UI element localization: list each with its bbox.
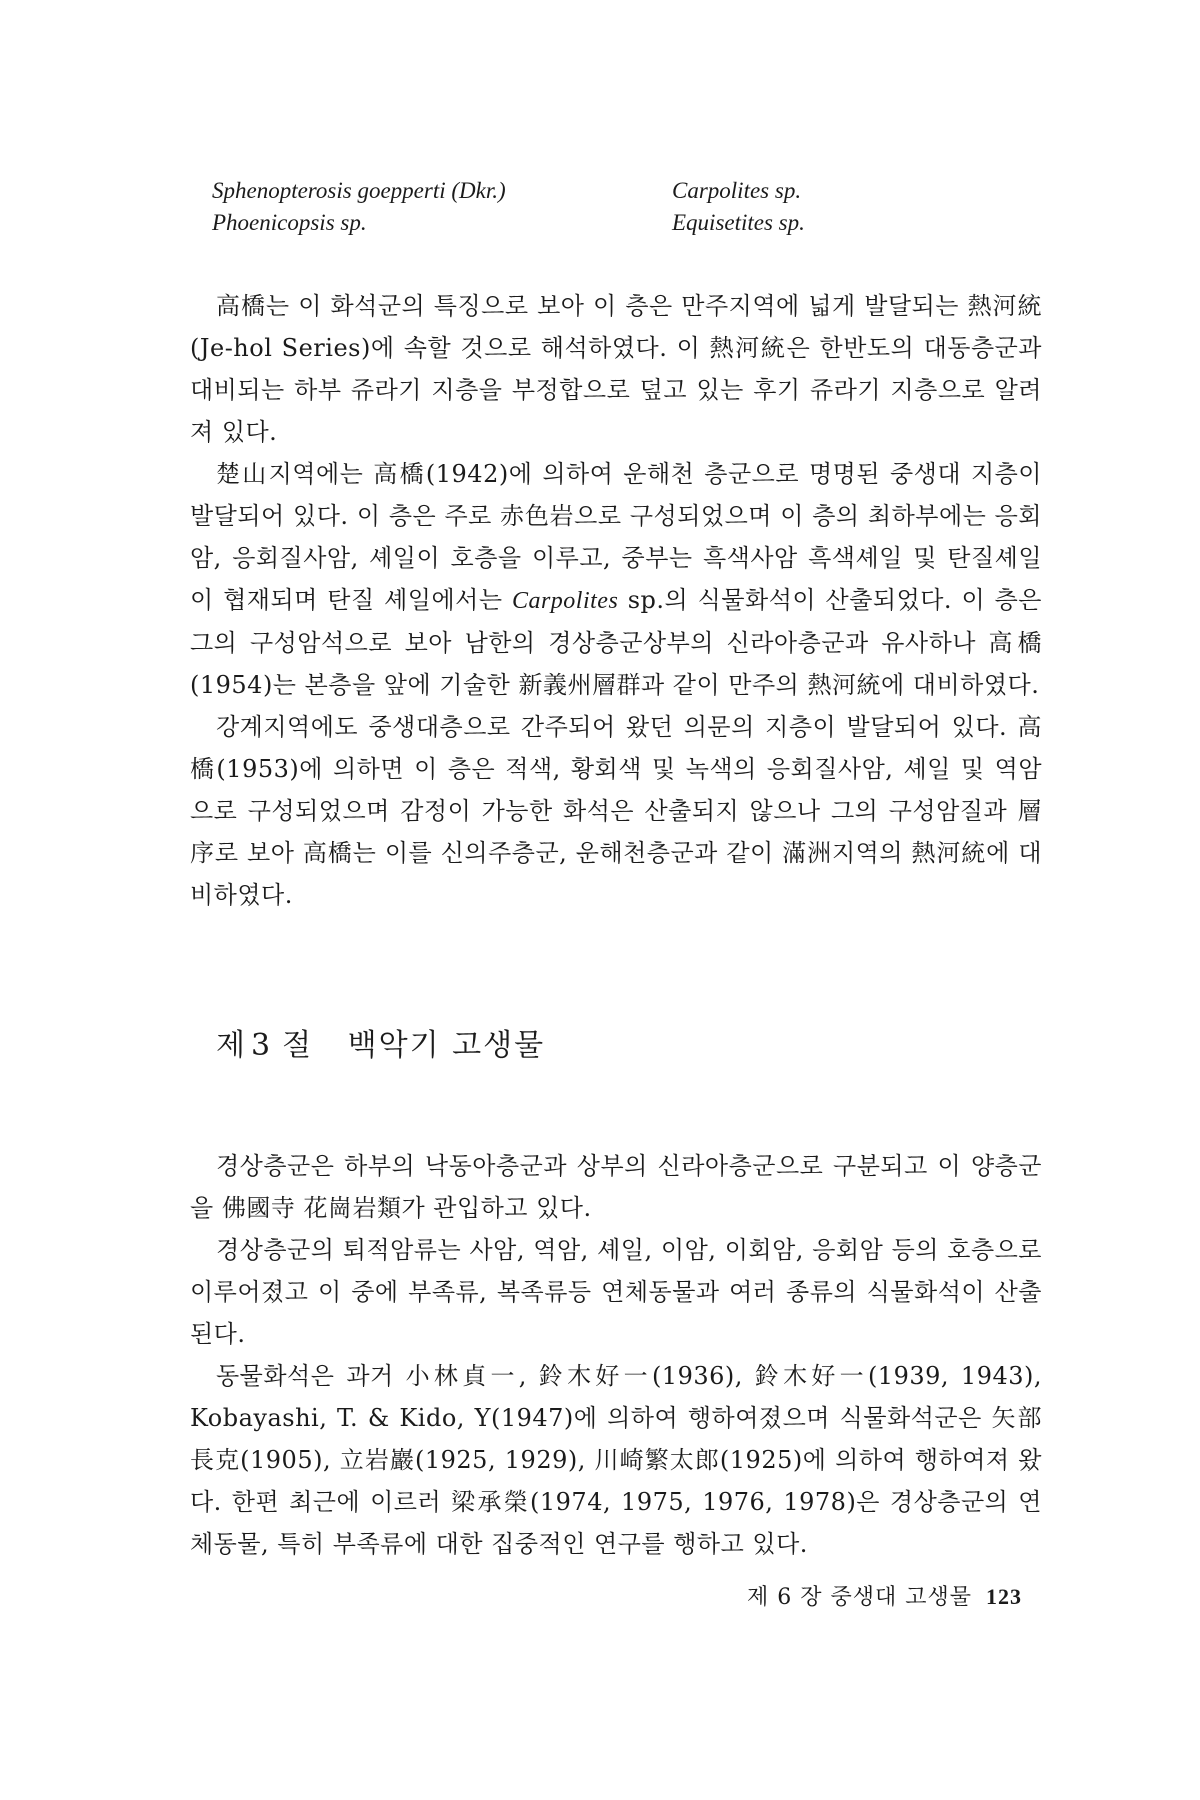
paragraph: 경상층군의 퇴적암류는 사암, 역암, 셰일, 이암, 이회암, 응회암 등의 호층으로 이루어졌고 이 중에 부족류, 복족류등 연체동물과 여러 종류의 식물화석이 산출된다.: [190, 1236, 1042, 1348]
body-text-jurassic: [190, 285, 1042, 916]
section-heading: [216, 1020, 545, 1064]
running-footer: 제 6 장 중생대 고생물: [747, 1585, 972, 1610]
species-name: Equisetites sp.: [672, 210, 805, 235]
section-number: 3: [250, 1028, 273, 1063]
paragraph: 동물화석은 과거 小林貞一, 鈴木好一(1936), 鈴木好一(1939, 1943), Kobayashi, T. & Kido, Y(1947)에 의하여 행하여졌으며 식물화석군은 矢部長克(1905), 立岩巖(1925, 1929), 川崎繁太郎(1925)에 의하여 행하여져 왔다. 한편 최근에 이르러 梁承榮(1974, 1975, 1976, 1978)은 경상층군의 연체동물, 특히 부족류에 대한 집중적인 연구를 행하고 있다.: [190, 1362, 1042, 1558]
page-footer: [747, 1580, 1022, 1611]
taxon-name: Carpolites: [511, 588, 619, 614]
paragraph: 楚山지역에는 高橋(1942)에 의하여 운해천 층군으로 명명된 중생대 지층이 발달되어 있다. 이 층은 주로 赤色岩으로 구성되었으며 이 층의 최하부에는 응회암, 응회질사암, 셰일이 호층을 이루고, 중부는 흑색사암 흑색셰일 및 탄질셰일이 협재되며 탄질 셰일에서는 Carpolites sp.의 식물화석이 산출되었다. 이 층은 그의 구성암석으로 보아 남한의 경상층군상부의 신라아층군과 유사하나 高橋(1954)는 본층을 앞에 기술한 新義州層群과 같이 만주의 熱河統에 대비하였다.: [190, 460, 1042, 699]
paragraph: 경상층군은 하부의 낙동아층군과 상부의 신라아층군으로 구분되고 이 양층군을 佛國寺 花崗岩類가 관입하고 있다.: [190, 1152, 1042, 1222]
species-name: Phoenicopsis sp.: [212, 210, 367, 235]
paragraph: 강계지역에도 중생대층으로 간주되어 왔던 의문의 지층이 발달되어 있다. 高橋(1953)에 의하면 이 층은 적색, 황회색 및 녹색의 응회질사암, 셰일 및 역암으로 구성되었으며 감정이 가능한 화석은 산출되지 않으나 그의 구성암질과 層序로 보아 高橋는 이를 신의주층군, 운해천층군과 같이 滿洲지역의 熱河統에 대비하였다.: [190, 713, 1042, 909]
section-title: 백악기 고생물: [347, 1028, 546, 1063]
body-text-cretaceous: [190, 1145, 1042, 1565]
section-suffix: 절: [282, 1028, 314, 1063]
species-name: Carpolites sp.: [672, 178, 802, 203]
species-list: [212, 175, 912, 239]
page-number: 123: [986, 1584, 1022, 1609]
species-name: Sphenopterosis goepperti (Dkr.): [212, 178, 506, 203]
species-row: [212, 175, 912, 207]
species-row: [212, 207, 912, 239]
section-prefix: 제: [216, 1028, 247, 1063]
paragraph: 高橋는 이 화석군의 특징으로 보아 이 층은 만주지역에 넓게 발달되는 熱河統(Je-hol Series)에 속할 것으로 해석하였다. 이 熱河統은 한반도의 대동층군과 대비되는 하부 쥬라기 지층을 부정합으로 덮고 있는 후기 쥬라기 지층으로 알려져 있다.: [190, 292, 1042, 446]
